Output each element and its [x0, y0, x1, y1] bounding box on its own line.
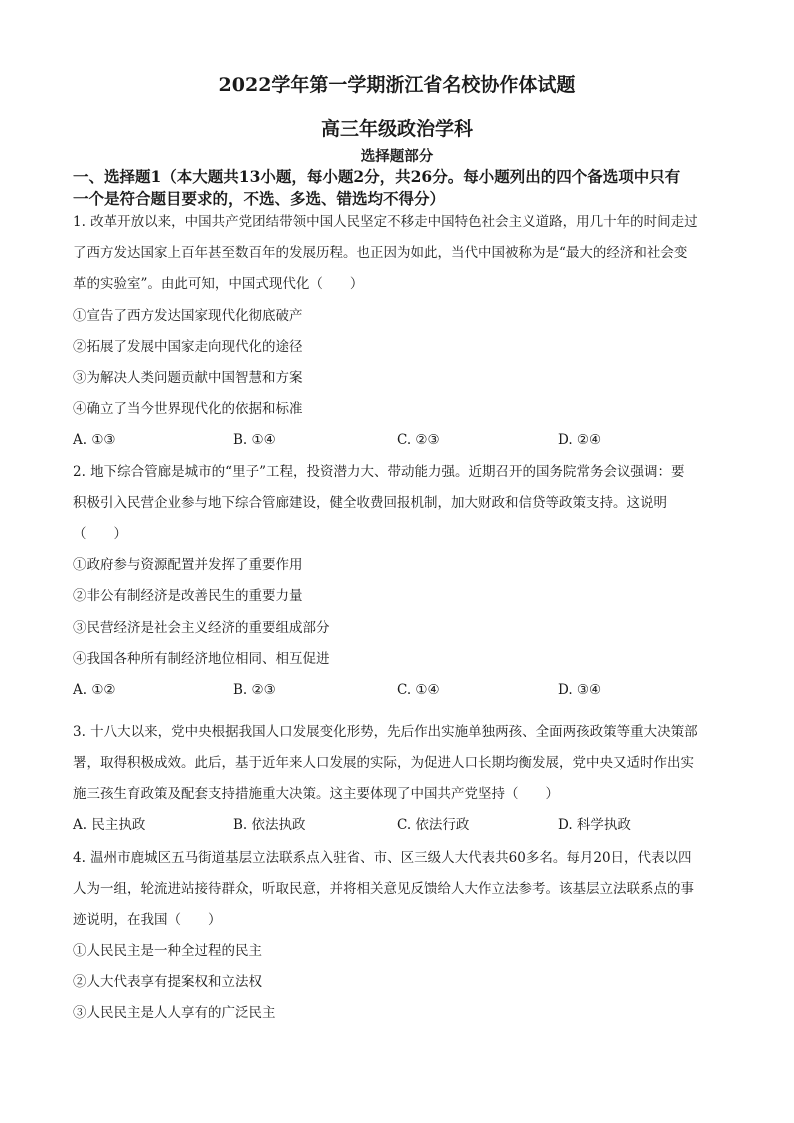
q2-stem-line-2: 积极引入民营企业参与地下综合管廊建设，健全收费回报机制，加大财政和信贷等政策支持。这说明: [73, 495, 667, 511]
q4-stem-line-1: 4. 温州市鹿城区五马街道基层立法联系点入驻省、市、区三级人大代表共60多名。每月20日，代表以四: [73, 850, 692, 866]
q1-statement-1: ①宣告了西方发达国家现代化彻底破产: [73, 308, 303, 324]
q4-statement-3: ③人民民主是人人享有的广泛民主: [73, 1005, 276, 1021]
exam-title: 2022学年第一学期浙江省名校协作体试题: [218, 74, 576, 96]
q2-option-a: A. ①②: [73, 682, 116, 698]
q1-option-b: B. ①④: [233, 432, 276, 448]
q1-option-c: C. ②③: [397, 432, 440, 448]
q1-option-d: D. ②④: [558, 432, 602, 448]
exam-subtitle: 高三年级政治学科: [320, 118, 473, 140]
q4-statement-1: ①人民民主是一种全过程的民主: [73, 943, 262, 959]
q3-option-c: C. 依法行政: [397, 817, 470, 833]
section-line-2: 一个是符合题目要求的，不选、多选、错选均不得分）: [73, 189, 446, 208]
q1-option-a: A. ①③: [73, 432, 116, 448]
q2-statement-1: ①政府参与资源配置并发挥了重要作用: [73, 557, 303, 573]
q4-stem-line-2: 人为一组，轮流进站接待群众，听取民意，并将相关意见反馈给人大作立法参考。该基层立法联系点的事: [73, 881, 694, 897]
q2-statement-3: ③民营经济是社会主义经济的重要组成部分: [73, 620, 330, 636]
q1-statement-3: ③为解决人类问题贡献中国智慧和方案: [73, 370, 303, 386]
section-line-1: 一、选择题1（本大题共13小题，每小题2分，共26分。每小题列出的四个备选项中只有: [73, 167, 681, 186]
q2-option-b: B. ②③: [233, 682, 276, 698]
q2-statement-2: ②非公有制经济是改善民生的重要力量: [73, 588, 303, 604]
part-heading: 选择题部分: [360, 148, 434, 165]
q2-stem-line-3: （ ）: [73, 526, 127, 542]
q1-stem-line-2: 了西方发达国家上百年甚至数百年的发展历程。也正因为如此，当代中国被称为是“最大的经济和社会变: [73, 245, 688, 261]
q3-option-a: A. 民主执政: [73, 817, 146, 833]
q1-stem-line-1: 1. 改革开放以来，中国共产党团结带领中国人民坚定不移走中国特色社会主义道路，用几十年的时间走过: [73, 214, 698, 230]
section-instructions: [73, 166, 723, 210]
q4-stem-line-3: 迹说明，在我国（ ）: [73, 912, 222, 928]
q1-statement-2: ②拓展了发展中国家走向现代化的途径: [73, 339, 303, 355]
q2-option-c: C. ①④: [397, 682, 440, 698]
q2-statement-4: ④我国各种所有制经济地位相同、相互促进: [73, 651, 330, 667]
q3-option-b: B. 依法执政: [233, 817, 306, 833]
q3-option-d: D. 科学执政: [558, 817, 631, 833]
q4-statement-2: ②人大代表享有提案权和立法权: [73, 974, 262, 990]
q1-stem-line-3: 革的实验室”。由此可知，中国式现代化（ ）: [73, 276, 364, 292]
q2-stem-line-1: 2. 地下综合管廊是城市的“里子”工程，投资潜力大、带动能力强。近期召开的国务院常务会议强调：要: [73, 464, 685, 480]
q3-stem-line-3: 施三孩生育政策及配套支持措施重大决策。这主要体现了中国共产党坚持（ ）: [73, 786, 559, 802]
q3-stem-line-2: 署，取得积极成效。此后，基于近年来人口发展的实际，为促进人口长期均衡发展，党中央又适时作出实: [73, 755, 694, 771]
q2-option-d: D. ③④: [558, 682, 602, 698]
q3-stem-line-1: 3. 十八大以来，党中央根据我国人口发展变化形势，先后作出实施单独两孩、全面两孩政策等重大决策部: [73, 724, 698, 740]
q1-statement-4: ④确立了当今世界现代化的依据和标准: [73, 401, 303, 417]
